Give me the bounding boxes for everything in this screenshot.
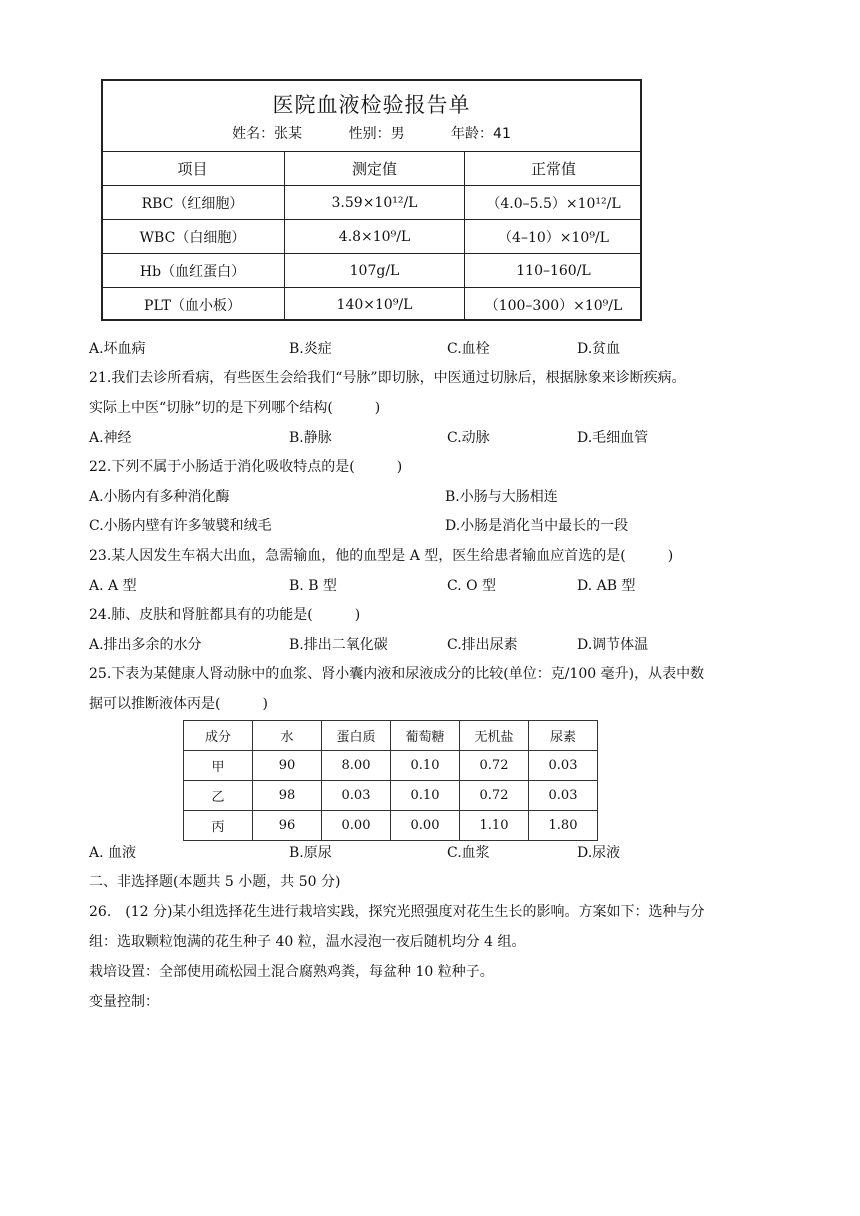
section-heading: 二、非选择题(本题共 5 小题，共 50 分): [89, 874, 341, 890]
report-patient-info: [103, 123, 640, 143]
patient-age: 年龄：41: [451, 126, 511, 142]
composition-cell: 90: [253, 751, 322, 781]
composition-cell: 0.03: [322, 781, 391, 811]
q21-option-a: A.神经: [89, 430, 132, 446]
composition-cell: 98: [253, 781, 322, 811]
q20-option-c: C.血栓: [447, 341, 490, 357]
q21-stem-line1: 21.我们去诊所看病，有些医生会给我们“号脉”即切脉，中医通过切脉后，根据脉象来诊断疾病。: [89, 370, 686, 386]
q23-option-d: D. AB 型: [577, 578, 636, 594]
q26-line1: 26. (12 分)某小组选择花生进行栽培实践，探究光照强度对花生生长的影响。方案如下：选种与分: [89, 904, 705, 920]
q24-option-b: B.排出二氧化碳: [289, 637, 388, 653]
q21-option-c: C.动脉: [447, 430, 490, 446]
report-header-cell: 测定值: [285, 152, 465, 186]
q23-option-a: A. A 型: [89, 578, 137, 594]
report-cell: RBC（红细胞）: [101, 186, 285, 220]
report-cell: WBC（白细胞）: [101, 220, 285, 254]
composition-cell: 1.80: [529, 811, 598, 841]
q22-stem: 22.下列不属于小肠适于消化吸收特点的是( ): [89, 459, 403, 475]
q22-option-b: B.小肠与大肠相连: [445, 489, 558, 505]
q22-option-a: A.小肠内有多种消化酶: [89, 489, 230, 505]
q22-option-d: D.小肠是消化当中最长的一段: [445, 518, 629, 534]
report-cell: Hb（血红蛋白）: [101, 254, 285, 288]
q21-stem-line2: 实际上中医“切脉”切的是下列哪个结构( ): [89, 400, 381, 416]
q22-option-c: C.小肠内壁有许多皱襞和绒毛: [89, 518, 272, 534]
composition-cell: 0.03: [529, 781, 598, 811]
composition-cell: 0.72: [460, 751, 529, 781]
q24-option-a: A.排出多余的水分: [89, 637, 202, 653]
composition-cell: 0.10: [391, 781, 460, 811]
report-row: [101, 186, 642, 220]
q25-stem-line2: 据可以推断液体丙是( ): [89, 696, 268, 712]
report-header-row: [101, 152, 642, 186]
composition-cell: 甲: [184, 751, 253, 781]
composition-cell: 0.10: [391, 751, 460, 781]
report-cell: （100–300）×10⁹/L: [465, 288, 643, 322]
composition-cell: 0.72: [460, 781, 529, 811]
q23-stem: 23.某人因发生车祸大出血，急需输血，他的血型是 A 型，医生给患者输血应首选的是( ): [89, 548, 674, 564]
q25-option-d: D.尿液: [577, 845, 621, 861]
q20-option-b: B.炎症: [289, 341, 332, 357]
composition-header-cell: 成分: [184, 721, 253, 751]
q24-option-d: D.调节体温: [577, 637, 649, 653]
report-table: [101, 151, 642, 321]
patient-name: 姓名：张某: [232, 126, 303, 142]
composition-header-cell: 水: [253, 721, 322, 751]
report-row: [101, 220, 642, 254]
composition-header-cell: 蛋白质: [322, 721, 391, 751]
report-cell: 4.8×10⁹/L: [285, 220, 465, 254]
report-row: [101, 254, 642, 288]
report-row: [101, 288, 642, 322]
composition-cell: 0.03: [529, 751, 598, 781]
q23-option-b: B. B 型: [289, 578, 337, 594]
composition-cell: 丙: [184, 811, 253, 841]
composition-row: [184, 751, 598, 781]
composition-table: [183, 720, 598, 841]
composition-header-cell: 无机盐: [460, 721, 529, 751]
report-cell: PLT（血小板）: [101, 288, 285, 322]
q23-option-c: C. O 型: [447, 578, 497, 594]
report-header-cell: 项目: [101, 152, 285, 186]
q25-option-a: A. 血液: [89, 845, 137, 861]
report-cell: 107g/L: [285, 254, 465, 288]
patient-sex: 性别：男: [348, 126, 405, 142]
blood-report-image: [101, 79, 642, 321]
q20-option-a: A.坏血病: [89, 341, 146, 357]
composition-cell: 0.00: [322, 811, 391, 841]
q26-line2: 组：选取颗粒饱满的花生种子 40 粒，温水浸泡一夜后随机均分 4 组。: [89, 934, 526, 950]
report-header-cell: 正常值: [465, 152, 643, 186]
report-cell: 3.59×10¹²/L: [285, 186, 465, 220]
q21-option-d: D.毛细血管: [577, 430, 649, 446]
q21-option-b: B.静脉: [289, 430, 332, 446]
composition-row: [184, 781, 598, 811]
q24-stem: 24.肺、皮肤和肾脏都具有的功能是( ): [89, 607, 361, 623]
composition-header-row: [184, 721, 598, 751]
composition-cell: 8.00: [322, 751, 391, 781]
composition-row: [184, 811, 598, 841]
composition-cell: 0.00: [391, 811, 460, 841]
q20-option-d: D.贫血: [577, 341, 621, 357]
composition-cell: 乙: [184, 781, 253, 811]
report-cell: （4.0–5.5）×10¹²/L: [465, 186, 643, 220]
q25-option-c: C.血浆: [447, 845, 490, 861]
composition-cell: 96: [253, 811, 322, 841]
report-title: 医院血液检验报告单: [272, 93, 471, 117]
q25-option-b: B.原尿: [289, 845, 332, 861]
report-cell: （4–10）×10⁹/L: [465, 220, 643, 254]
q26-line3: 栽培设置：全部使用疏松园土混合腐熟鸡粪，每盆种 10 粒种子。: [89, 964, 494, 980]
report-cell: 140×10⁹/L: [285, 288, 465, 322]
composition-header-cell: 尿素: [529, 721, 598, 751]
report-cell: 110–160/L: [465, 254, 643, 288]
q26-line4: 变量控制：: [89, 994, 159, 1010]
q24-option-c: C.排出尿素: [447, 637, 518, 653]
composition-header-cell: 葡萄糖: [391, 721, 460, 751]
composition-cell: 1.10: [460, 811, 529, 841]
q25-stem-line1: 25.下表为某健康人肾动脉中的血浆、肾小囊内液和尿液成分的比较(单位：克/100 毫升)，从表中数: [89, 666, 705, 682]
